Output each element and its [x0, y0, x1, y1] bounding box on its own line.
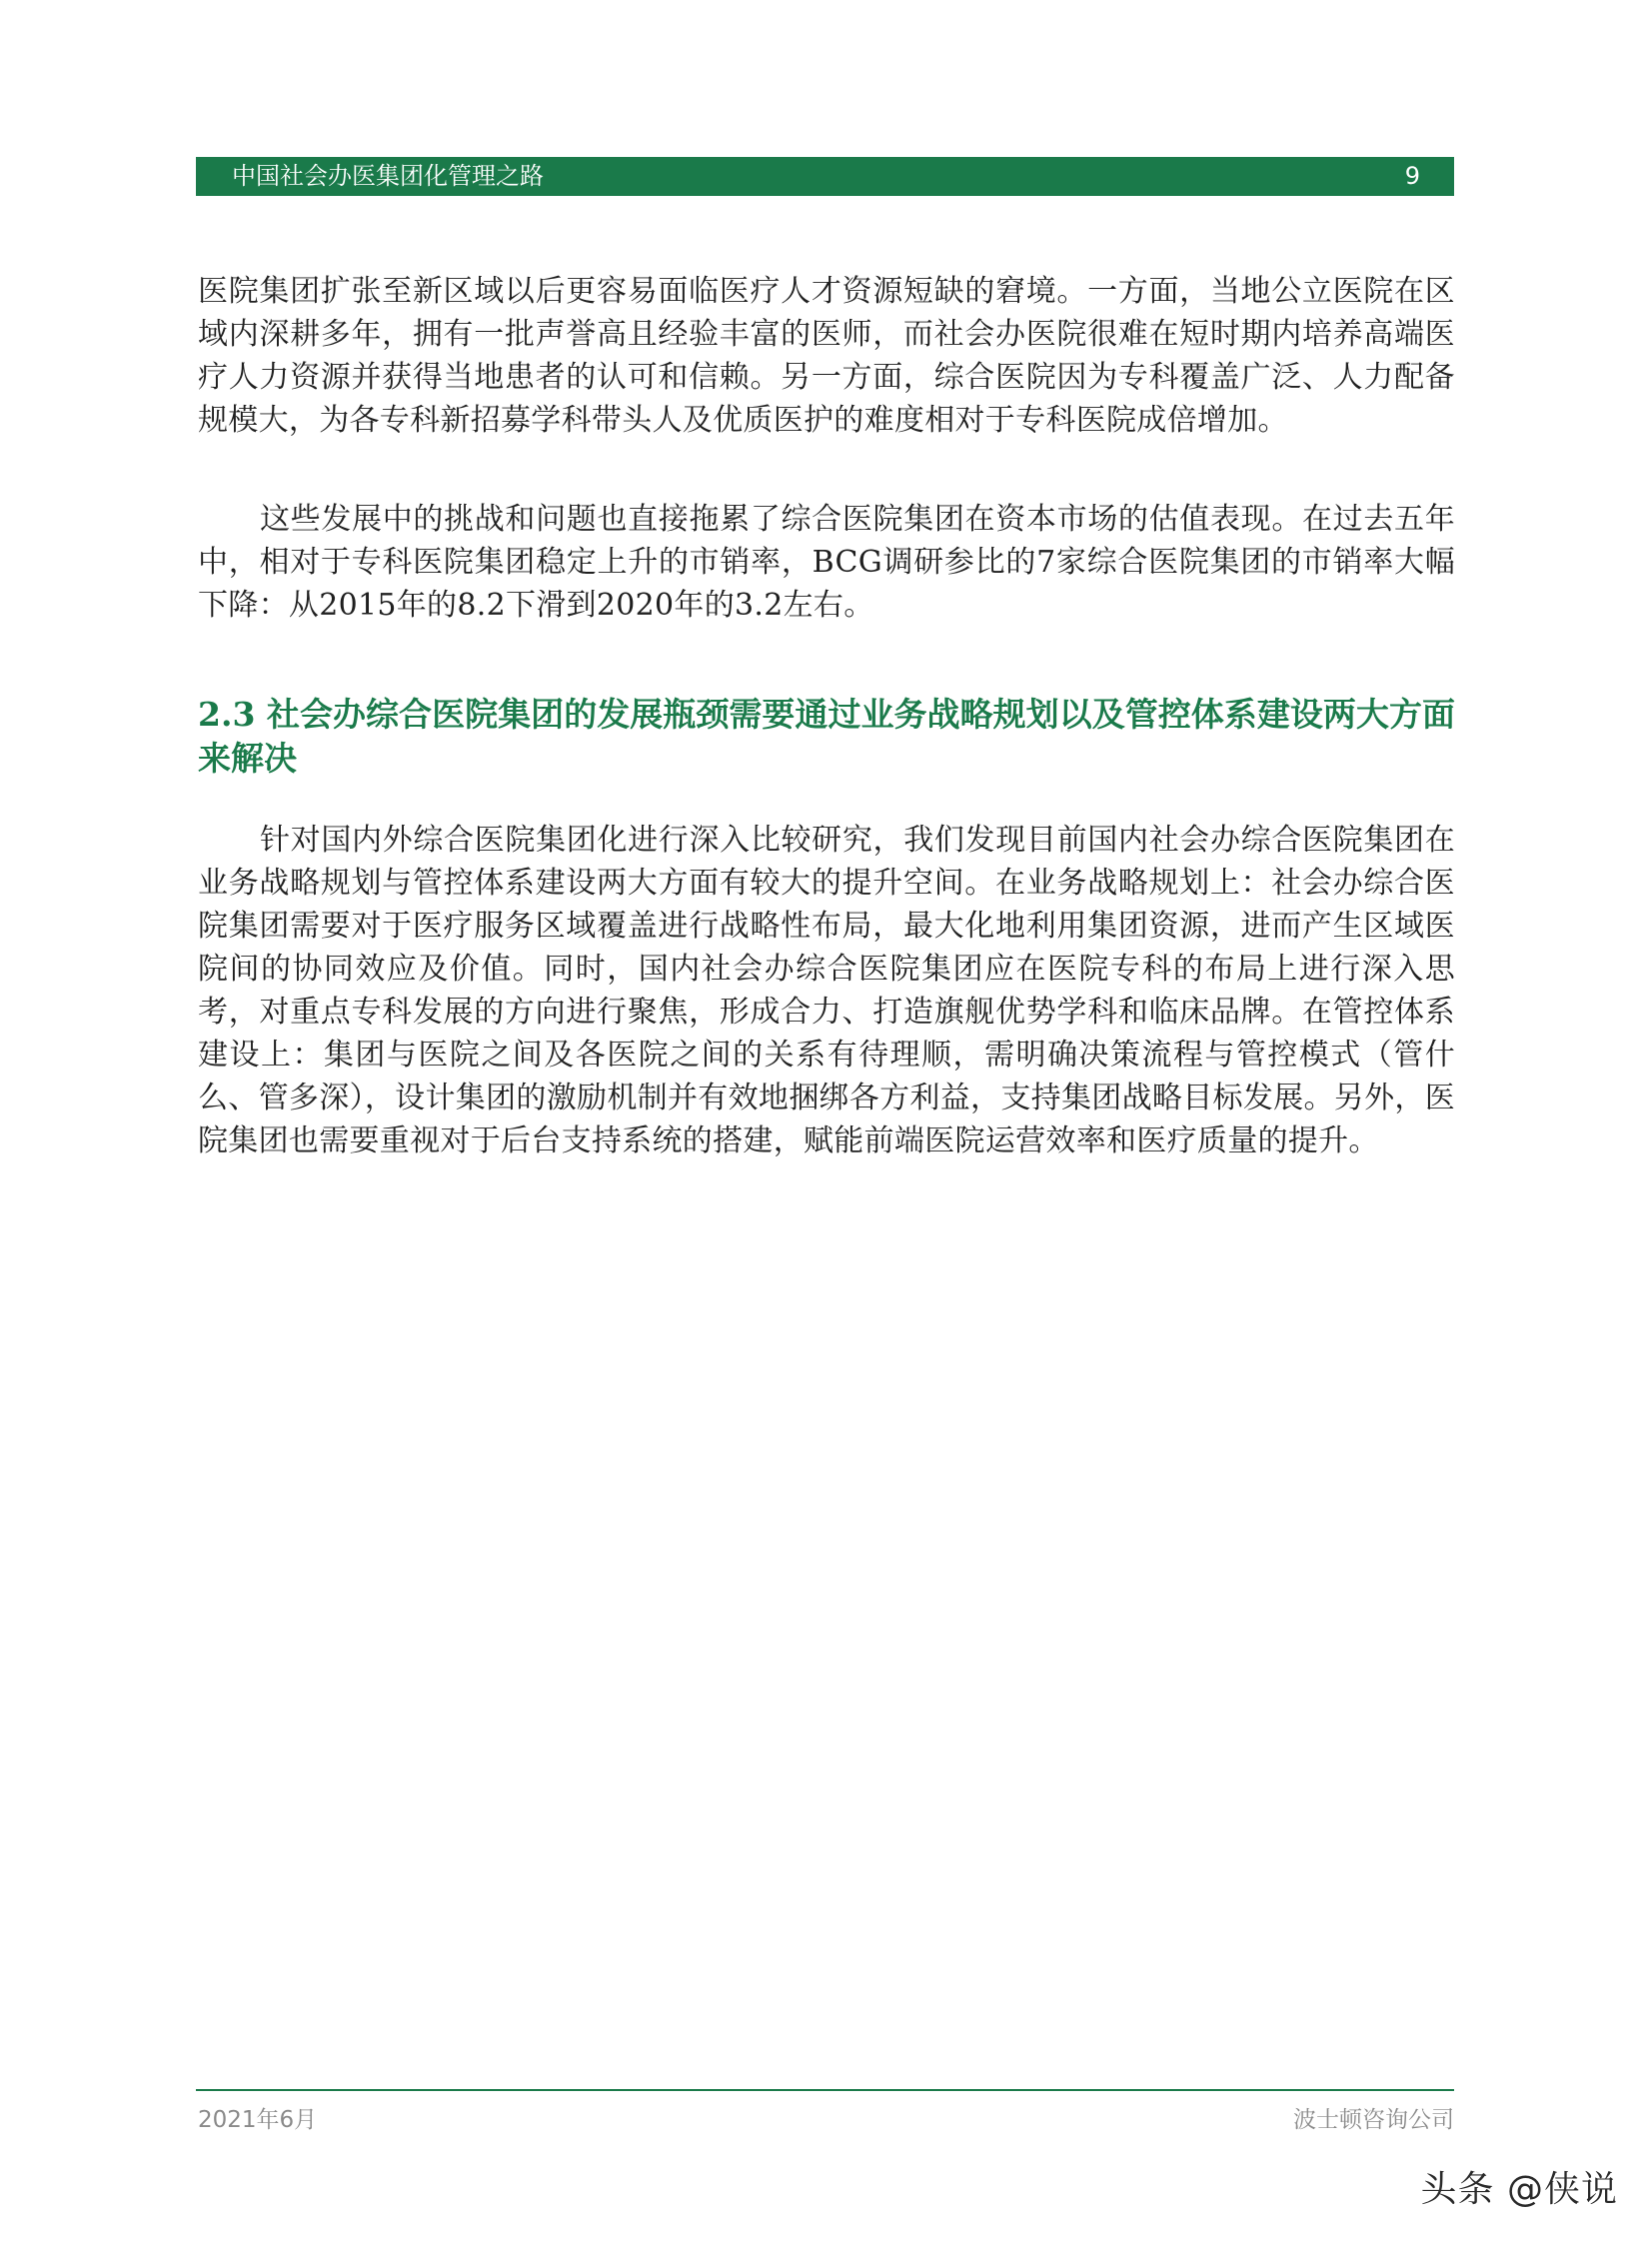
- body-paragraph-1: 医院集团扩张至新区域以后更容易面临医疗人才资源短缺的窘境。一方面，当地公立医院在区域内深耕多年，拥有一批声誉高且经验丰富的医师，而社会办医院很难在短时期内培养高端医疗人力资源并获得当地患者的认可和信赖。另一方面，综合医院因为专科覆盖广泛、人力配备规模大，为各专科新招募学科带头人及优质医护的难度相对于专科医院成倍增加。: [198, 274, 1455, 438]
- header-title: 中国社会办医集团化管理之路: [232, 162, 544, 190]
- watermark: 头条 @侠说: [1420, 2169, 1618, 2210]
- footer-divider: [196, 2089, 1454, 2091]
- body-paragraph-2: 这些发展中的挑战和问题也直接拖累了综合医院集团在资本市场的估值表现。在过去五年中，相对于专科医院集团稳定上升的市销率，BCG调研参比的7家综合医院集团的市销率大幅下降：从2015年的8.2下滑到2020年的3.2左右。: [198, 502, 1455, 623]
- footer-date: 2021年6月: [198, 2107, 318, 2133]
- footer-company: 波士顿咨询公司: [1293, 2107, 1454, 2133]
- page-number: 9: [1404, 162, 1420, 190]
- header-bar: [196, 157, 1454, 196]
- main-content: [198, 270, 1455, 1162]
- body-paragraph-3: 针对国内外综合医院集团化进行深入比较研究，我们发现目前国内社会办综合医院集团在业务战略规划与管控体系建设两大方面有较大的提升空间。在业务战略规划上：社会办综合医院集团需要对于医疗服务区域覆盖进行战略性布局，最大化地利用集团资源，进而产生区域医院间的协同效应及价值。同时，国内社会办综合医院集团应在医院专科的布局上进行深入思考，对重点专科发展的方向进行聚焦，形成合力、打造旗舰优势学科和临床品牌。在管控体系建设上：集团与医院之间及各医院之间的关系有待理顺，需明确决策流程与管控模式（管什么、管多深），设计集团的激励机制并有效地捆绑各方利益，支持集团战略目标发展。另外，医院集团也需要重视对于后台支持系统的搭建，赋能前端医院运营效率和医疗质量的提升。: [198, 823, 1455, 1158]
- section-heading: 2.3 社会办综合医院集团的发展瓶颈需要通过业务战略规划以及管控体系建设两大方面来解决: [198, 695, 1455, 778]
